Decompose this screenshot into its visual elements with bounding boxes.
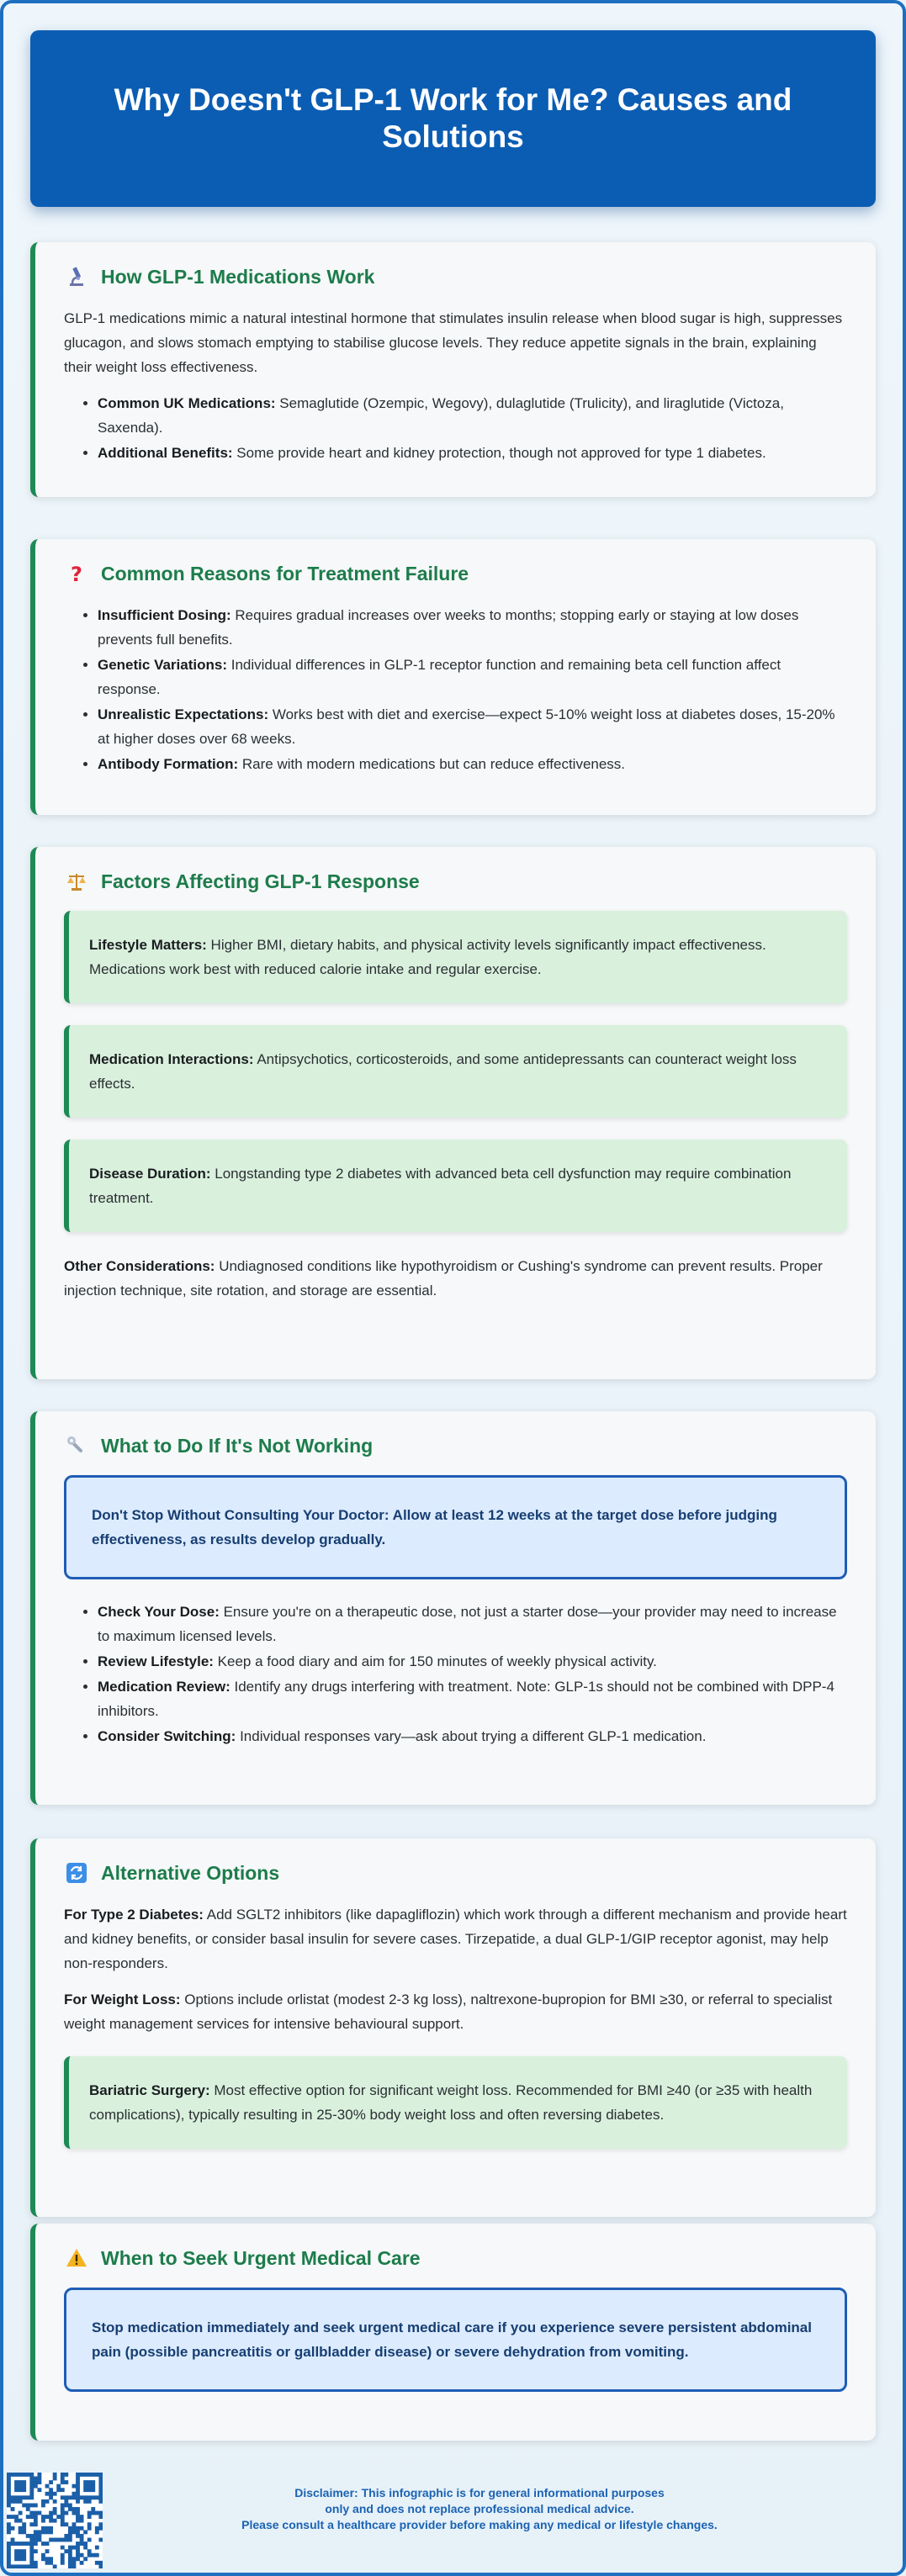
list-item: • Medication Review: Identify any drugs interfering with treatment. Note: GLP-1s should not be combined with DPP-4 inhibitors. <box>98 1674 847 1723</box>
warning-icon <box>64 2245 89 2271</box>
list-item: • Review Lifestyle: Keep a food diary and aim for 150 minutes of weekly physical activity. <box>98 1649 847 1674</box>
section-heading: Alternative Options <box>101 1861 280 1884</box>
section-heading: Factors Affecting GLP-1 Response <box>101 870 420 892</box>
section-header <box>64 561 847 586</box>
footer-disclaimer: Disclaimer: This infographic is for general informational purposes only and does not replace professional medical advice. Please consult a healthcare provider before making any medical or lifestyle changes. <box>241 2486 718 2531</box>
section-header <box>64 1860 847 1886</box>
switch-arrows-icon <box>64 1860 89 1886</box>
wrench-icon <box>64 1433 89 1458</box>
type2-options: For Type 2 Diabetes: Add SGLT2 inhibitors (like dapagliflozin) which work through a different mechanism and provide heart and kidney benefits, or consider basal insulin for severe cases. Tirzepatide, a dual GLP-1/GIP receptor agonist, may help non-responders. <box>64 1907 847 1971</box>
section-treatment-failure <box>30 539 876 815</box>
question-mark-icon <box>64 561 89 586</box>
section-header <box>64 264 847 289</box>
section-urgent-care <box>30 2224 876 2441</box>
list-item: • Consider Switching: Individual responses vary—ask about trying a different GLP-1 medication. <box>98 1724 847 1748</box>
section-heading: How GLP-1 Medications Work <box>101 265 375 288</box>
section-header <box>64 1433 847 1458</box>
list-item: • Antibody Formation: Rare with modern medications but can reduce effectiveness. <box>98 752 847 776</box>
page-title: Why Doesn't GLP-1 Work for Me? Causes and Solutions <box>114 82 792 154</box>
section-header <box>64 869 847 894</box>
medication-list <box>64 391 847 465</box>
microscope-icon <box>64 264 89 289</box>
list-item: • Genetic Variations: Individual differences in GLP-1 receptor function and remaining beta cell function affect response. <box>98 653 847 701</box>
qr-code-icon <box>7 2473 103 2568</box>
section-how-glp1-works <box>30 242 876 497</box>
action-list <box>64 1600 847 1748</box>
list-item: • Unrealistic Expectations: Works best with diet and exercise—expect 5-10% weight loss at diabetes doses, 15-20% at higher doses over 68 weeks. <box>98 702 847 751</box>
section-what-to-do <box>30 1411 876 1805</box>
consult-doctor-alert: Don't Stop Without Consulting Your Doctor: Allow at least 12 weeks at the target dose before judging effectiveness, as results develop gradually. <box>64 1475 847 1579</box>
other-considerations: Other Considerations: Undiagnosed conditions like hypothyroidism or Cushing's syndrome can prevent results. Proper injection technique, site rotation, and storage are essential. <box>64 1258 823 1299</box>
section-factors <box>30 847 876 1379</box>
list-item: • Additional Benefits: Some provide heart and kidney protection, though not approved for type 1 diabetes. <box>98 441 847 465</box>
section-header <box>64 2245 847 2271</box>
section-heading: When to Seek Urgent Medical Care <box>101 2246 421 2269</box>
factor-box-interactions: Medication Interactions: Antipsychotics, corticosteroids, and some antidepressants can counteract weight loss effects. <box>64 1025 847 1118</box>
urgent-alert: Stop medication immediately and seek urgent medical care if you experience severe persistent abdominal pain (possible pancreatitis or gallbladder disease) or severe dehydration from vomiting. <box>64 2288 847 2392</box>
svg-text:?: ? <box>71 563 82 585</box>
list-item: • Insufficient Dosing: Requires gradual increases over weeks to months; stopping early or staying at low doses prevents full benefits. <box>98 603 847 652</box>
list-item: • Common UK Medications: Semaglutide (Ozempic, Wegovy), dulaglutide (Trulicity), and liraglutide (Victoza, Saxenda). <box>98 391 847 440</box>
factor-box-duration: Disease Duration: Longstanding type 2 diabetes with advanced beta cell dysfunction may require combination treatment. <box>64 1140 847 1232</box>
scales-icon <box>64 869 89 894</box>
weight-loss-options: For Weight Loss: Options include orlistat (modest 2-3 kg loss), naltrexone-bupropion for BMI ≥30, or referral to specialist weight management services for intensive behavioural support. <box>64 1992 833 2032</box>
section-heading: Common Reasons for Treatment Failure <box>101 562 469 584</box>
page-header <box>30 30 876 207</box>
section-intro: GLP-1 medications mimic a natural intestinal hormone that stimulates insulin release when blood sugar is high, suppresses glucagon, and slows stomach emptying to stabilise glucose levels. They reduce appetite signals in the brain, explaining their weight loss effectiveness. <box>64 310 843 375</box>
factor-box-lifestyle: Lifestyle Matters: Higher BMI, dietary habits, and physical activity levels significantly impact effectiveness. Medications work best with reduced calorie intake and regular exercise. <box>64 911 847 1003</box>
bariatric-surgery-box: Bariatric Surgery: Most effective option for significant weight loss. Recommended for BMI ≥40 (or ≥35 with health complications), typically resulting in 25-30% body weight loss and often reversing diabetes. <box>64 2056 847 2149</box>
list-item: • Check Your Dose: Ensure you're on a therapeutic dose, not just a starter dose—your provider may need to increase to maximum licensed levels. <box>98 1600 847 1648</box>
disclaimer-label: Disclaimer: <box>294 2486 358 2499</box>
section-alternatives <box>30 1838 876 2217</box>
reasons-list <box>64 603 847 776</box>
section-heading: What to Do If It's Not Working <box>101 1434 374 1457</box>
